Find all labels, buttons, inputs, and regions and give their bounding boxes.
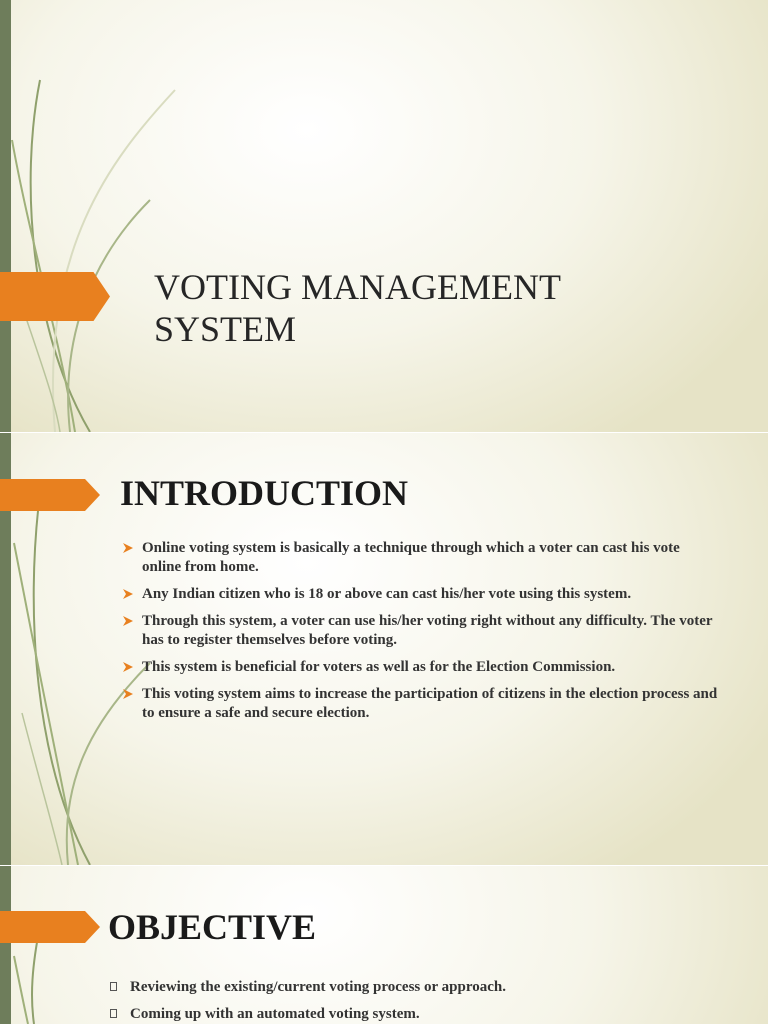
list-item: Any Indian citizen who is 18 or above can cast his/her vote using this system. (122, 585, 722, 604)
arrow-bullet-icon (122, 688, 134, 700)
orange-tab (0, 911, 100, 943)
square-bullet-icon (110, 982, 117, 991)
section-title-objective: OBJECTIVE (108, 907, 317, 947)
arrow-bullet-icon (122, 615, 134, 627)
list-item: This system is beneficial for voters as well as for the Election Commission. (122, 658, 722, 677)
list-item: This voting system aims to increase the participation of citizens in the election process and to ensure a safe and secure election. (122, 685, 722, 723)
decorative-curves (0, 0, 180, 432)
list-item: Coming up with an automated voting system. (110, 1005, 750, 1024)
arrow-bullet-icon (122, 542, 134, 554)
introduction-bullet-list (122, 539, 722, 731)
arrow-bullet-icon (122, 661, 134, 673)
arrow-bullet-icon (122, 588, 134, 600)
square-bullet-icon (110, 1009, 117, 1018)
decorative-curves (0, 866, 120, 1024)
orange-tab (0, 479, 100, 511)
list-item: Reviewing the existing/current voting process or approach. (110, 978, 750, 997)
list-item: Through this system, a voter can use his/her voting right without any difficulty. The voter has to register themselves before voting. (122, 612, 722, 650)
list-item: Online voting system is basically a technique through which a voter can cast his vote online from home. (122, 539, 722, 577)
slide-title-text: VOTING MANAGEMENT SYSTEM (154, 267, 561, 349)
orange-tab (0, 272, 110, 321)
section-title-introduction: INTRODUCTION (120, 473, 409, 513)
slide-title (0, 0, 768, 432)
